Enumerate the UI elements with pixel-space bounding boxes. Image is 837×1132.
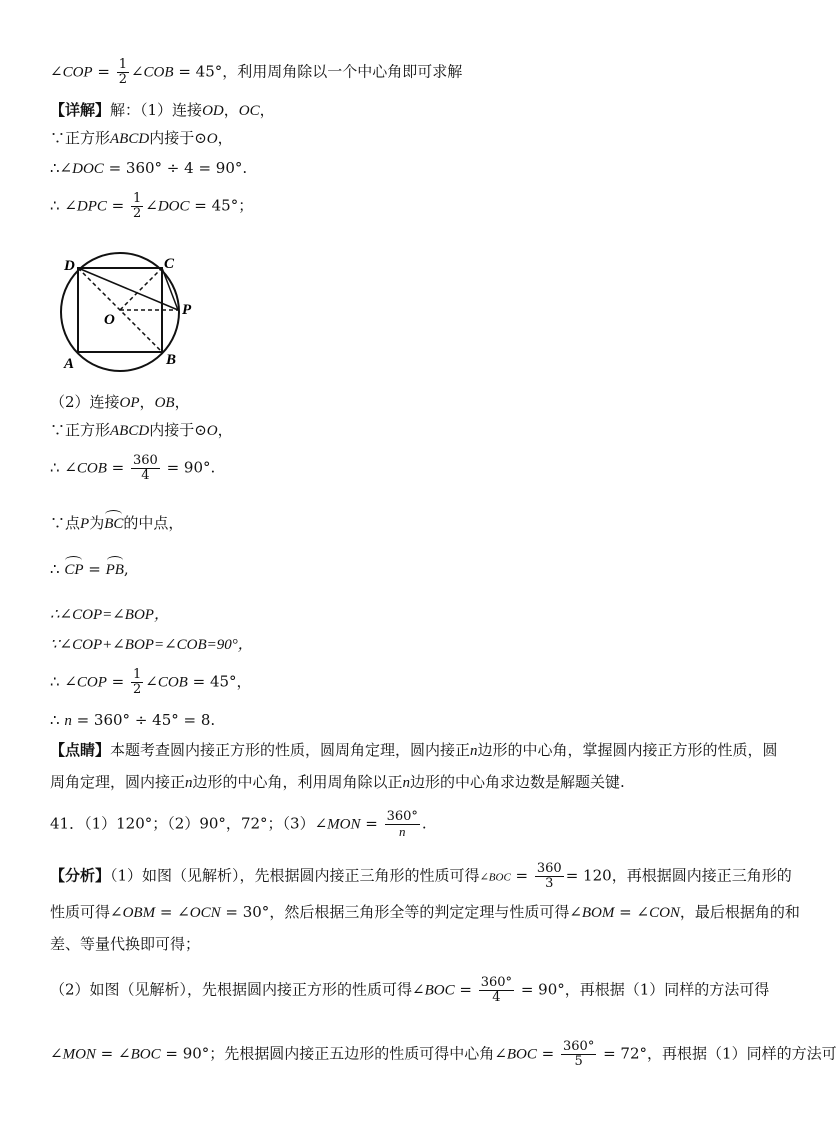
label-B: B <box>166 352 177 368</box>
line-6: （2）连接OP，OB， <box>50 393 190 411</box>
line-16: 周角定理，圆内接正n边形的中心角，利用周角除以正n边形的中心角求边数是解题关键. <box>50 773 625 791</box>
line-4: ∴∠DOC = 360° ÷ 4 = 90°. <box>50 159 248 177</box>
line-8: ∴ ∠COB = $\frac{360}{4}$ = 90°. <box>50 453 216 483</box>
line-2: 【详解】解：（1）连接OD，OC， <box>50 101 275 119</box>
line-20: 差、等量代换即可得； <box>50 935 201 953</box>
line-13: ∴ ∠COP = $\frac{1}{2}$ ∠COB = 45°， <box>50 667 252 697</box>
line-19: 性质可得∠OBM = ∠OCN = 30°，然后根据三角形全等的判定定理与性质可得∠BOM = ∠CON，最后根据角的和 <box>50 903 800 921</box>
line-7: ∵正方形ABCD内接于⊙O， <box>50 421 233 439</box>
line-1: ∠COP = $\frac{1}{2}$ ∠COB = 45°，利用周角除以一个中心角即可求解 <box>50 57 463 87</box>
line-12: ∵∠COP+∠BOP=∠COB=90°， <box>50 637 253 653</box>
line-9: ∵点P为BC的中点， <box>50 510 183 534</box>
line-11: ∴∠COP=∠BOP， <box>50 607 169 623</box>
label-A: A <box>64 356 75 372</box>
circle-square-figure <box>58 248 208 373</box>
line-18: 【分析】（1）如图（见解析），先根据圆内接正三角形的性质可得∠BOC = $\frac{360}{3}$ = 120，再根据圆内接正三角形的 <box>50 861 792 891</box>
label-C: C <box>164 256 175 272</box>
line-21: （2）如图（见解析），先根据圆内接正方形的性质可得∠BOC = $\frac{360^\circ}{4}$ = 90°，再根据（1）同样的方法可得 <box>50 975 770 1005</box>
label-D: D <box>64 258 75 274</box>
line-14: ∴ n = 360° ÷ 45° = 8. <box>50 711 216 729</box>
label-P: P <box>182 302 192 318</box>
label-O: O <box>104 312 115 328</box>
line-10: ∴ CP = PB, <box>50 556 129 580</box>
line-3: ∵正方形ABCD内接于⊙O， <box>50 129 233 147</box>
line-22: ∠MON = ∠BOC = 90°；先根据圆内接正五边形的性质可得中心角∠BOC = $\frac{360^\circ}{5}$ = 72°，再根据（1）同样的方法可 <box>50 1039 837 1069</box>
line-17: 41．（1）120°；（2）90°，72°；（3）∠MON = $\frac{360^\circ}{n}$ . <box>50 809 427 839</box>
line-5: ∴ ∠DPC = $\frac{1}{2}$ ∠DOC = 45°； <box>50 191 254 221</box>
line-15: 【点睛】本题考查圆内接正方形的性质，圆周角定理，圆内接正n边形的中心角，掌握圆内接正方形的性质，圆 <box>50 741 778 759</box>
